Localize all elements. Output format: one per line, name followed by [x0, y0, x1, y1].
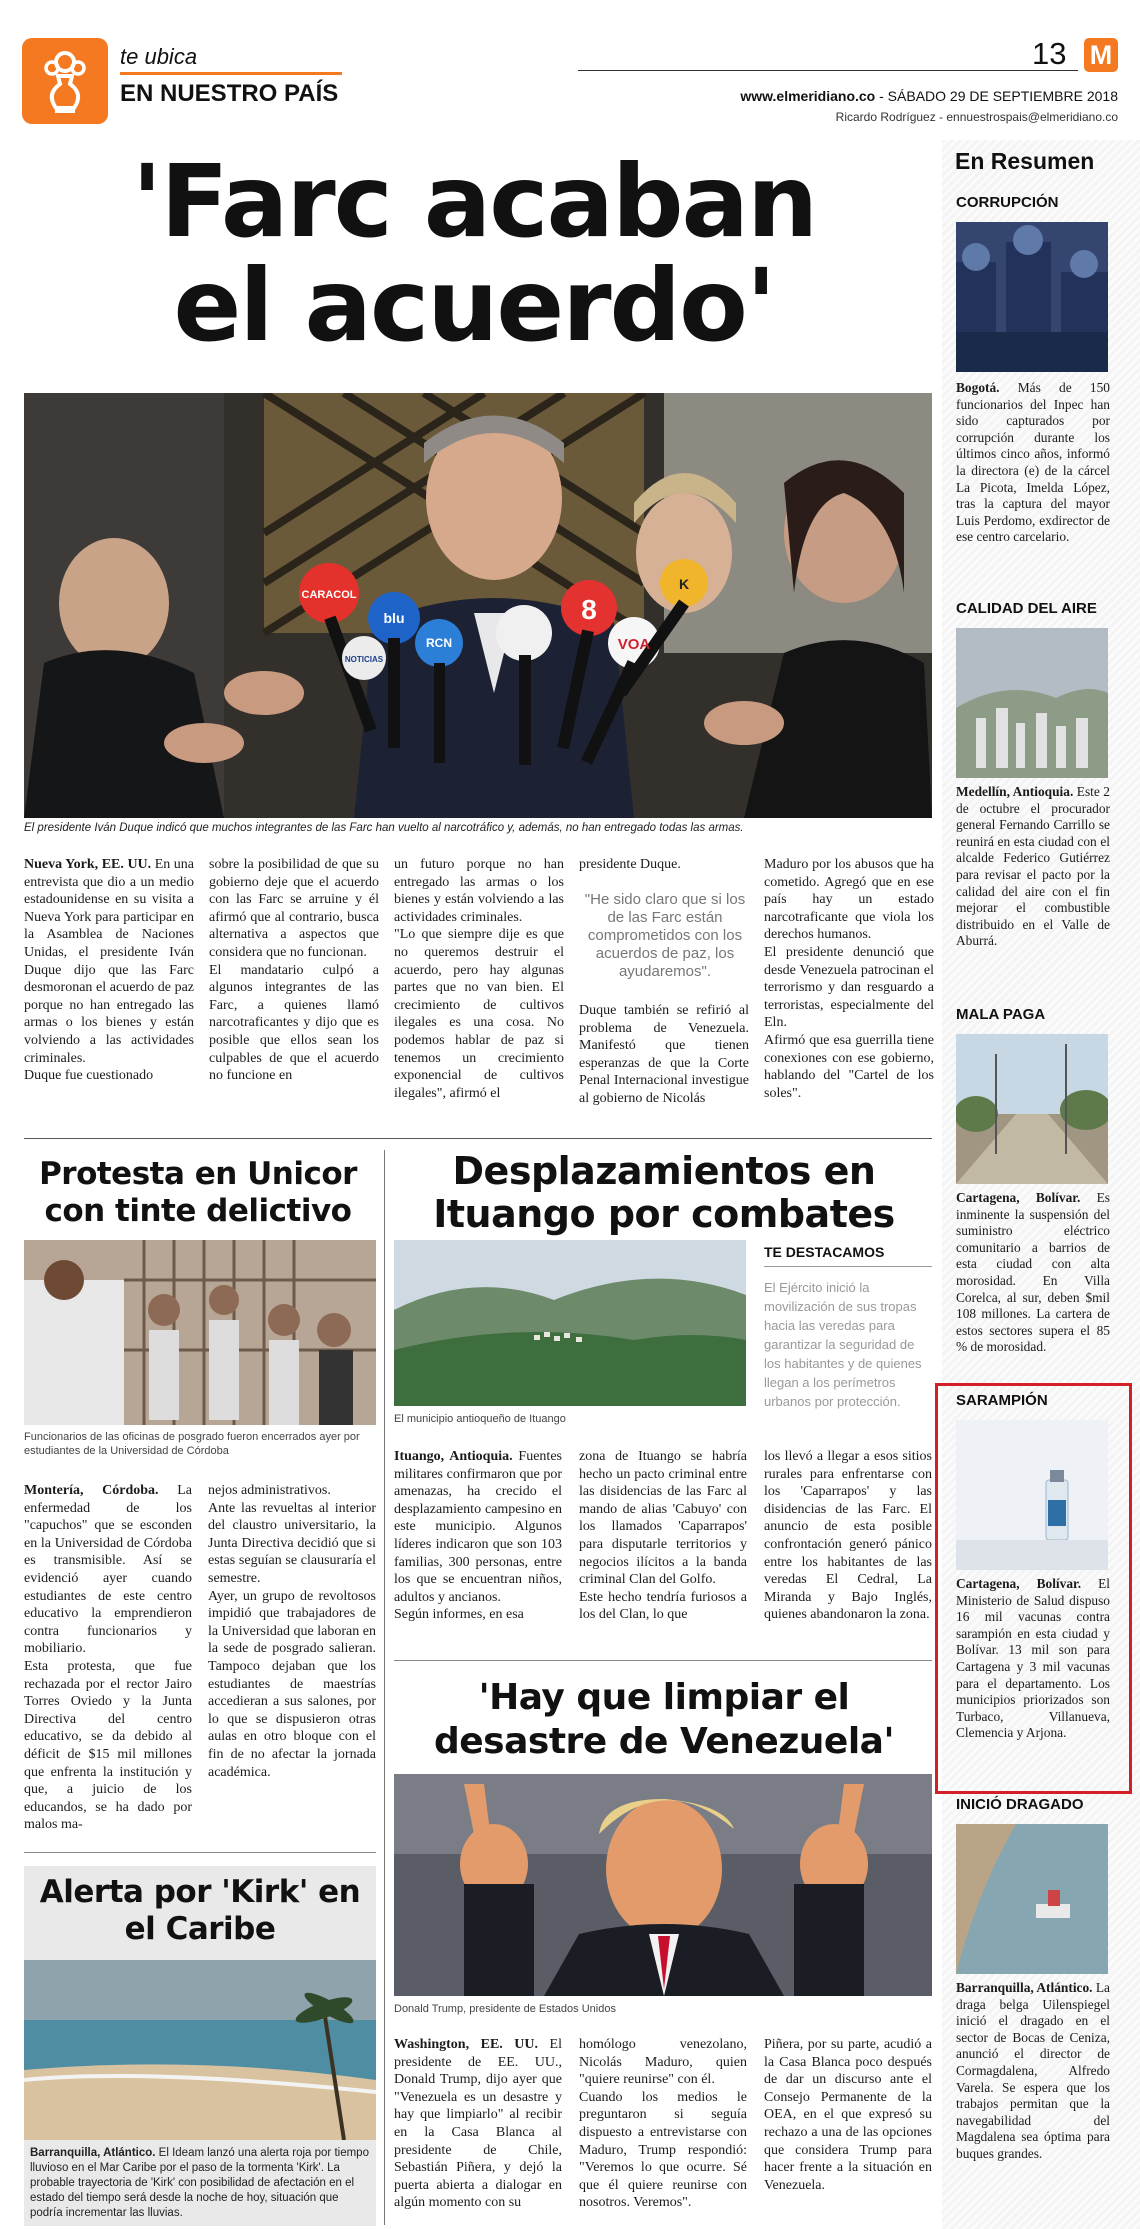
ituango-col1 — [394, 1448, 562, 1624]
sidebar-item-body: Este 2 de octubre el procurador general Fernando Carrillo se reunirá en esta ciudad con el alcalde Federico Gutiérrez para revisar el pacto por la calidad del aire con el fin mejorar el combustible distribuido en el Valle de Aburrá. — [956, 784, 1110, 949]
ituango-col1-text: Fuentes militares confirmaron que por amenazas, ha crecido el desplazamiento campesino en este municipio. Algunos líderes indicaron que son 103 familias, 300 personas, entre los que se encuentran niños, adultos y ancianos. Según informes, en esa — [394, 1449, 562, 1623]
sidebar-item-text — [956, 1980, 1110, 2163]
ituango-photo — [394, 1240, 746, 1406]
sidebar-item-text — [956, 784, 1110, 950]
main-story-col1 — [24, 856, 194, 1085]
venezuela-col1 — [394, 2036, 562, 2212]
byline: Ricardo Rodríguez - ennuestrospais@elmeridiano.co — [835, 110, 1118, 124]
main-story-col4-bottom: Duque también se refirió al problema de Venezuela. Manifestó que tienen esperanzas de que la Corte Penal Internacional investigue al gobierno de Nicolás — [579, 1003, 749, 1106]
destacamos-label: TE DESTACAMOS — [764, 1244, 885, 1260]
kirk-text-body: El Ideam lanzó una alerta roja por tiempo lluvioso en el Mar Caribe por el paso de la tormenta 'Kirk'. La probable trayectoria de 'Kirk' con posibilidad de afectación en el estado del tiempo será desde la noche de hoy, situación que podría incrementar las lluvias. — [30, 2147, 369, 2219]
sidebar-item-text — [956, 1190, 1110, 1356]
venezuela-col3: Piñera, por su parte, acudió a la Casa Blanca poco después de dar un discurso ante el Consejo Permanente de la OEA, en el que expresó su rechazo a una de las opciones que considera Trump para hacer frente a la situación en Venezuela. — [764, 2037, 932, 2193]
sidebar-item-dateline: Cartagena, Bolívar. — [956, 1190, 1081, 1205]
mic-label: NOTICIAS — [344, 655, 384, 664]
unicor-headline: Protesta en Unicor con tinte delictivo — [39, 1156, 357, 1229]
kirk-text — [30, 2146, 372, 2221]
kirk-headline: Alerta por 'Kirk' en el Caribe — [39, 1874, 361, 1947]
section-label-bottom: EN NUESTRO PAÍS — [120, 80, 339, 107]
ituango-bottom-rule — [394, 1660, 932, 1661]
main-headline-line1: 'Farc acaban — [131, 143, 817, 260]
sidebar-item-text — [956, 1576, 1110, 1742]
sidebar-item-dateline: Cartagena, Bolívar. — [956, 1576, 1082, 1591]
sidebar-item-dateline: Bogotá. — [956, 380, 1000, 395]
unicor-photo — [24, 1240, 376, 1425]
venezuela-dateline: Washington, EE. UU. — [394, 2037, 539, 2052]
kirk-dateline: Barranquilla, Atlántico. — [30, 2147, 156, 2159]
vaccine-illustration — [956, 1420, 1108, 1570]
kirk-photo — [24, 1960, 376, 2140]
unicor-col1 — [24, 1482, 192, 1834]
mic-label: VOA — [617, 636, 651, 653]
sidebar-item-heading: MALA PAGA — [956, 1006, 1046, 1023]
sidebar-photo-vaccine — [956, 1420, 1108, 1570]
main-story-col3: un futuro porque no han entregado las armas o los bienes y están volviendo a las actividades criminales. "Lo que siempre dije es que no queremos destruir el acuerdo, pero hay algunas partes que no van bien. El crecimiento de cultivos ilegales es una cosa. No podemos hablar de paz si tenemos un crecimiento exponencial de cultivos ilegales", afirmó el — [394, 857, 564, 1101]
venezuela-headline: 'Hay que limpiar el desastre de Venezuela' — [434, 1677, 894, 1762]
city-illustration — [956, 628, 1108, 778]
main-story-col2: sobre la posibilidad de que su gobierno deje que el acuerdo con las Farc se arruine y él afirmó que al contrario, busca alternativa a aspectos que considera que no funcionan. El mandatario culpó a algunos integrantes de las Farc, a quienes llamó narcotraficantes y dijo que es posible que ellos sean los culpables de que el acuerdo no funcione en — [209, 857, 379, 1084]
main-headline — [24, 143, 924, 364]
unicor-caption: Funcionarios de las oficinas de posgrado fueron encerrados ayer por estudiantes de la Universidad de Córdoba — [24, 1431, 360, 1457]
sidebar-item-heading: CORRUPCIÓN — [956, 194, 1059, 211]
sidebar-item-body: La draga belga Uilenspiegel inició el dragado en el sector de Bocas de Ceniza, anunció el director de Cormagdalena, Alfredo Varela. Se espera que los trabajos permitan que la navegabilidad del Magdalena sea óptima para buques grandes. — [956, 1980, 1111, 2161]
mic-label: blu — [383, 610, 405, 626]
ituango-dateline: Ituango, Antioquia. — [394, 1449, 513, 1464]
main-col1-text: En una entrevista que dio a un medio estadounidense en su visita a Nueva York para participar en la Asamblea de Naciones Unidas, el presidente Iván Duque dijo que las Farc desmoronan el acuerdo de paz porque no han entregado las armas o los bienes y están volviendo a las actividades criminales. Duque fue cuestionado — [24, 857, 195, 1084]
valley-illustration — [394, 1240, 746, 1406]
destacamos-text: El Ejército inició la movilización de sus tropas hacia las veredas para garantizar la seguridad de los habitantes y de quienes llegan a los perímetros urbanos por protección. — [764, 1280, 922, 1409]
vase-icon — [22, 38, 108, 124]
sidebar-photo-police — [956, 222, 1108, 372]
main-story-col5: Maduro por los abusos que ha cometido. Agregó que en ese país hay un estado narcotraficante que viola los derechos humanos. El presidente denunció que desde Venezuela patrocinan el terrorismo y dan resguardo a terroristas, especialmente del Eln. Afirmó que esa guerrilla tiene conexiones con ese gobierno, hablando del "Cartel de los soles". — [764, 857, 934, 1101]
main-story-bottom-rule — [24, 1138, 932, 1139]
sidebar-item-dateline: Barranquilla, Atlántico. — [956, 1980, 1093, 1995]
main-story-col4-top: presidente Duque. — [579, 857, 681, 872]
section-underline — [120, 72, 342, 75]
main-headline-line2: el acuerdo' — [173, 247, 775, 364]
sidebar-item-heading: SARAMPIÓN — [956, 1392, 1048, 1409]
ituango-col3: los llevó a llegar a esos sitios rurales para enfrentarse con los 'Caparrapos' y las disidencias de las Farc. El anuncio de esta posible confrontación generó pánico entre los habitantes de las veredas El Cedral, La Miranda y Bajo Inglés, quienes abandonaron la zona. — [764, 1449, 932, 1623]
venezuela-col2: homólogo venezolano, Nicolás Maduro, quien "quiere reunirse" con él. Cuando los medios le preguntaron si seguía dispuesto a entrevistarse con Maduro, Trump respondió: "Veremos lo que ocurre. Sé que él quiere reunirse con nosotros. Veremos". — [579, 2037, 747, 2211]
unicor-col1-text: La enfermedad de los "capuchos" que se esconden en la Universidad de Córdoba es transmisible. Así se evidenció ayer cuando estudiantes de este centro educativo la emprendieron contra funcionarios y mobiliario. Esta protesta, que fue rechazada por el rector Jairo Torres Oviedo y la Junta Directiva del centro educativo, se da debido al déficit de $15 mil millones que enfrenta la institución y que, a juicio de los educandos, se ha dado por malos ma- — [24, 1483, 192, 1833]
sidebar-photo-street — [956, 1034, 1108, 1184]
police-illustration — [956, 222, 1108, 372]
header-rule — [578, 70, 1078, 71]
dateline-bar — [740, 88, 1118, 104]
main-dateline: Nueva York, EE. UU. — [24, 857, 152, 872]
column-divider — [384, 1150, 385, 2225]
sidebar-item-heading: CALIDAD DEL AIRE — [956, 600, 1097, 617]
ituango-headline: Desplazamientos en Ituango por combates — [433, 1149, 895, 1236]
brand-letter: M — [1089, 40, 1113, 70]
edition-date: - SÁBADO 29 DE SEPTIEMBRE 2018 — [875, 88, 1118, 104]
mic-label: CARACOL — [301, 589, 357, 601]
mic-label: RCN — [426, 636, 452, 650]
unicor-bottom-rule — [24, 1852, 376, 1853]
sidebar-item-body: Es inminente la suspensión del suministro eléctrico comunitario a barrios de esta ciudad con alta morosidad. En Villa Corelca, al sur, deben $mil 108 millones. La cartera de estos sectores supera el 85 % de morosidad. — [956, 1190, 1110, 1355]
sidebar-item-body: El Ministerio de Salud dispuso 16 mil vacunas contra sarampión en esta ciudad y Bolívar. 13 mil son para Cartagena y 3 mil vacunas para el departamento. Los municipios priorizados son Turbaco, Villanueva, Clemencia y Arjona. — [956, 1576, 1110, 1741]
unicor-dateline: Montería, Córdoba. — [24, 1483, 159, 1498]
section-logo — [22, 38, 108, 124]
beach-illustration — [24, 1960, 376, 2140]
site-url: www.elmeridiano.co — [740, 88, 876, 104]
sidebar-title: En Resumen — [955, 148, 1095, 174]
unicor-col2: nejos administrativos. Ante las revueltas al interior del claustro universitario, la Junta Directiva decidió que si estas seguían se clausuraría el semestre. Ayer, un grupo de revoltosos impidió que trabajadores de la Universidad que laboran en la sede de posgrado salieran. Tampoco dejaban que los estudiantes de maestrías accedieran a sus salones, por lo que se dispusieron otras aulas en otro bloque con el fin de no afectar la jornada académica. — [208, 1483, 376, 1780]
trump-illustration — [394, 1774, 932, 1996]
sidebar-photo-dredger — [956, 1824, 1108, 1974]
sidebar-item-body: Más de 150 funcionarios del Inpec han sido capturados por corrupción durante los últimos cinco años, informó la directora (e) de la cárcel La Picota, Imelda López, tras la captura del mayor Luis Perdomo, exdirector de ese centro carcelario. — [956, 380, 1110, 545]
main-photo — [24, 393, 932, 818]
ituango-col2: zona de Ituango se habría hecho un pacto criminal entre las disidencias de las Farc al mando de alias 'Cabuyo' con los llamados 'Caparrapos' para disputarle territorios y negocios ilícitos a la banda criminal Clan del Golfo. Este hecho tendría furiosos a los del Clan, lo que — [579, 1449, 747, 1623]
section-label-top: te ubica — [120, 44, 198, 69]
page-number: 13 — [1032, 36, 1067, 71]
destacamos-rule — [764, 1266, 932, 1267]
ituango-caption: El municipio antioqueño de Ituango — [394, 1413, 566, 1425]
venezuela-photo — [394, 1774, 932, 1996]
sidebar-item-heading: INICIÓ DRAGADO — [956, 1796, 1084, 1813]
venezuela-caption: Donald Trump, presidente de Estados Unidos — [394, 2003, 616, 2015]
dredger-illustration — [956, 1824, 1108, 1974]
street-illustration — [956, 1034, 1108, 1184]
main-photo-caption: El presidente Iván Duque indicó que muchos integrantes de las Farc han vuelto al narcotráfico y, además, no han entregado todas las armas. — [24, 822, 744, 834]
brand-logo — [1084, 38, 1118, 72]
sidebar-photo-medellin — [956, 628, 1108, 778]
mic-label: K — [678, 576, 690, 592]
mic-label: 8 — [581, 594, 597, 625]
protest-illustration — [24, 1240, 376, 1425]
sidebar-item-text — [956, 380, 1110, 546]
venezuela-col1-text: El presidente de EE. UU., Donald Trump, dijo ayer que "Venezuela es un desastre y hay que limpiarlo" al recibir en la Casa Blanca al presidente de Chile, Sebastián Piñera, y dejó la puerta abierta a dialogar en algún momento con su — [394, 2037, 562, 2211]
pull-quote: "He sido claro que si los de las Farc están comprometidos con los acuerdos de paz, los ayudaremos". — [584, 891, 746, 980]
sidebar-item-dateline: Medellín, Antioquia. — [956, 784, 1074, 799]
press-conference-illustration — [24, 393, 932, 818]
